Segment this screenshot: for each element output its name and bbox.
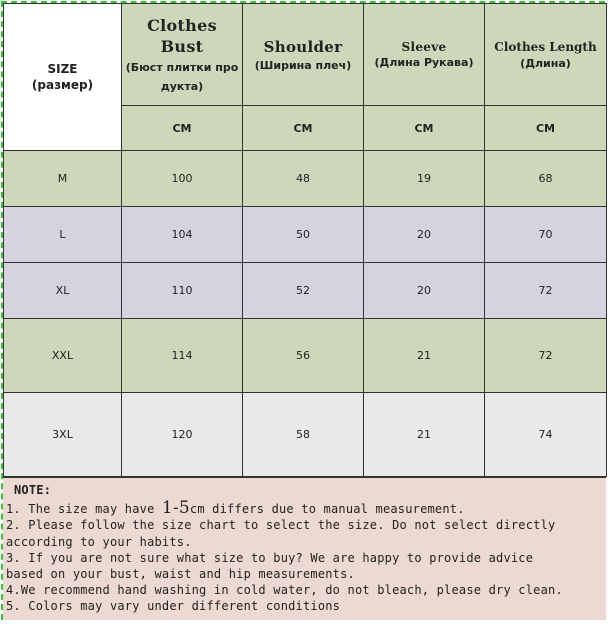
shoulder-header-cell [243,4,364,106]
length-cell: 72 [485,319,607,393]
size-cell: XXL [4,319,122,393]
size-cell: M [4,151,122,207]
size-chart-table [3,3,607,477]
note-line-3: according to your habits. [6,534,192,549]
shoulder-unit: CM [243,106,364,151]
length-header-cell [485,4,607,106]
sleeve-header-sub: (Длина Рукава) [374,56,474,69]
sleeve-unit: CM [364,106,485,151]
bust-cell: 120 [122,393,243,477]
sleeve-cell: 20 [364,263,485,319]
size-header-label: SIZE [47,62,78,76]
bust-cell: 104 [122,207,243,263]
note-line-2: 2. Please follow the size chart to select the size. Do not select directly [6,518,556,533]
table-row [4,207,607,263]
size-cell: XL [4,263,122,319]
bust-header-cell [122,4,243,106]
bust-cell: 114 [122,319,243,393]
shoulder-header-label: Shoulder [263,38,343,56]
table-row [4,151,607,207]
bust-unit: CM [122,106,243,151]
size-header-sublabel: (размер) [31,78,94,92]
sleeve-cell: 20 [364,207,485,263]
table-row [4,319,607,393]
note-1-range: 1-5 [161,500,190,518]
sleeve-cell: 19 [364,151,485,207]
sleeve-header-label: Sleeve [401,40,447,54]
size-cell: 3XL [4,393,122,477]
note-1-end: cm differs due to manual measurement. [189,502,465,517]
note-1-start: 1. The size may have [6,502,162,517]
note-line-1 [6,500,606,517]
note-line-6: 4.We recommend hand washing in cold water, do not bleach, please dry clean. [6,583,563,598]
length-header-label: Clothes Length [494,40,597,54]
bust-header-sub2: дукта) [160,80,204,93]
length-cell: 74 [485,393,607,477]
bust-header-line1: Clothes [147,16,217,35]
shoulder-cell: 52 [243,263,364,319]
shoulder-cell: 50 [243,207,364,263]
header-row [4,4,607,106]
length-cell: 70 [485,207,607,263]
shoulder-header-sub: (Ширина плеч) [254,59,352,72]
size-cell: L [4,207,122,263]
bust-header-line2: Bust [160,37,204,56]
note-line-7: 5. Colors may vary under different conditions [6,599,341,614]
note-line-4: 3. If you are not sure what size to buy? We are happy to provide advice [6,550,534,565]
length-unit: CM [485,106,607,151]
shoulder-cell: 48 [243,151,364,207]
table-row [4,393,607,477]
sleeve-cell: 21 [364,319,485,393]
notes-title: NOTE: [14,483,52,497]
length-cell: 68 [485,151,607,207]
length-header-sub: (Длина) [520,57,571,70]
notes-section [3,477,606,620]
bust-header-sub1: (Бюст плитки про [125,61,239,74]
shoulder-cell: 56 [243,319,364,393]
length-cell: 72 [485,263,607,319]
sleeve-header-cell [364,4,485,106]
bust-cell: 110 [122,263,243,319]
size-header-cell [4,4,122,151]
note-line-5: based on your bust, waist and hip measurements. [6,567,355,582]
bust-cell: 100 [122,151,243,207]
table-row [4,263,607,319]
shoulder-cell: 58 [243,393,364,477]
sleeve-cell: 21 [364,393,485,477]
